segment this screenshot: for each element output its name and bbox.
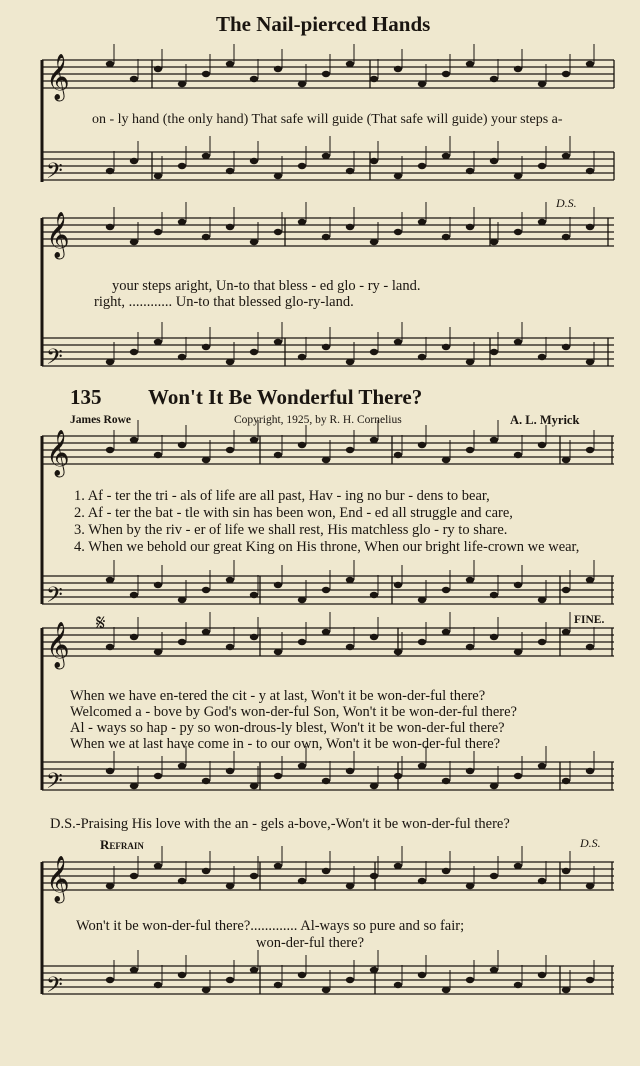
hymn-copyright: Copyright, 1925, by R. H. Cornelius [234, 414, 402, 426]
note-head [370, 592, 378, 598]
note-head [562, 344, 570, 350]
note-head [154, 229, 162, 235]
note-head [418, 878, 426, 884]
note-head [274, 452, 282, 458]
staff [42, 950, 614, 1003]
note-head [274, 173, 282, 179]
note-head [250, 437, 258, 443]
note-head [466, 61, 474, 67]
note-head [394, 982, 402, 988]
note-head [226, 359, 234, 365]
note-head [586, 883, 594, 889]
note-head [226, 768, 234, 774]
note-head [370, 783, 378, 789]
hymn-author: James Rowe [70, 414, 131, 426]
note-head [154, 649, 162, 655]
note-head [466, 447, 474, 453]
note-head [178, 763, 186, 769]
note-head [442, 629, 450, 635]
note-head [106, 977, 114, 983]
note-head [130, 158, 138, 164]
note-head [250, 158, 258, 164]
note-head [394, 173, 402, 179]
staff [42, 44, 614, 102]
staff [42, 560, 614, 613]
note-head [250, 783, 258, 789]
refrain-label: Refrain [100, 837, 144, 852]
note-head [562, 457, 570, 463]
note-head [322, 629, 330, 635]
note-head [418, 972, 426, 978]
note-head [490, 634, 498, 640]
note-head [154, 773, 162, 779]
bass-clef-icon: 𝄢 [46, 345, 63, 375]
note-head [514, 982, 522, 988]
hymn-title: Won't It Be Wonderful There? [148, 385, 423, 409]
treble-clef-icon: 𝄞 [46, 622, 70, 668]
note-head [202, 457, 210, 463]
note-head [322, 587, 330, 593]
note-head [538, 219, 546, 225]
note-head [586, 224, 594, 230]
note-head [106, 883, 114, 889]
note-head [274, 982, 282, 988]
note-head [538, 763, 546, 769]
note-head [442, 778, 450, 784]
note-head [586, 768, 594, 774]
note-head [538, 354, 546, 360]
note-head [322, 153, 330, 159]
note-head [538, 81, 546, 87]
note-head [250, 634, 258, 640]
note-head [298, 163, 306, 169]
note-head [538, 597, 546, 603]
note-head [490, 158, 498, 164]
note-head [442, 457, 450, 463]
bass-clef-icon: 𝄢 [46, 583, 63, 613]
staff [42, 202, 614, 260]
treble-clef-icon: 𝄞 [46, 212, 70, 258]
note-head [490, 873, 498, 879]
note-head [178, 878, 186, 884]
note-head [586, 977, 594, 983]
note-head [442, 587, 450, 593]
note-head [226, 577, 234, 583]
prev-lyrics-line-1: on - ly hand (the only hand) That safe will guide (That safe will guide) your steps a- [92, 112, 563, 127]
note-head [466, 883, 474, 889]
note-head [106, 359, 114, 365]
treble-clef-icon: 𝄞 [46, 856, 70, 902]
note-head [514, 773, 522, 779]
note-head [322, 868, 330, 874]
note-head [274, 863, 282, 869]
note-head [562, 778, 570, 784]
note-head [466, 977, 474, 983]
note-head [130, 873, 138, 879]
note-head [106, 644, 114, 650]
note-head [250, 592, 258, 598]
prev-lyrics-line-2b: right, ............ Un-to that blessed glo-ry-land. [94, 294, 354, 310]
note-head [370, 158, 378, 164]
verse-2-end: Welcomed a - bove by God's won-der-ful Son, Won't it be won-der-ful there? [70, 704, 517, 720]
note-head [514, 66, 522, 72]
note-head [466, 224, 474, 230]
verse-2-start: 2. Af - ter the bat - tle with sin has been won, End - ed all struggle and care, [74, 505, 513, 521]
note-head [202, 778, 210, 784]
note-head [274, 339, 282, 345]
hymn-composer: A. L. Myrick [510, 413, 580, 427]
prev-hymn-title: The Nail-pierced Hands [216, 12, 431, 36]
verse-4-start: 4. When we behold our great King on His throne, When our bright life-crown we wear, [74, 539, 580, 555]
note-head [178, 972, 186, 978]
note-head [562, 234, 570, 240]
note-head [514, 229, 522, 235]
note-head [298, 763, 306, 769]
note-head [466, 768, 474, 774]
note-head [322, 987, 330, 993]
note-head [130, 239, 138, 245]
verse-1-end: When we have en-tered the cit - y at last, Won't it be won-der-ful there? [70, 688, 486, 704]
note-head [346, 644, 354, 650]
note-head [418, 81, 426, 87]
note-head [562, 587, 570, 593]
note-head [298, 219, 306, 225]
note-head [466, 359, 474, 365]
note-head [490, 592, 498, 598]
note-head [106, 447, 114, 453]
note-head [418, 442, 426, 448]
note-head [226, 644, 234, 650]
note-head [346, 61, 354, 67]
verse-1-start: 1. Af - ter the tri - als of life are all past, Hav - ing no bur - dens to bear, [74, 488, 490, 504]
note-head [586, 359, 594, 365]
note-head [154, 66, 162, 72]
note-head [274, 229, 282, 235]
note-head [274, 649, 282, 655]
note-head [394, 582, 402, 588]
note-head [226, 61, 234, 67]
note-head [442, 234, 450, 240]
note-head [178, 163, 186, 169]
note-head [418, 763, 426, 769]
note-head [106, 577, 114, 583]
note-head [514, 582, 522, 588]
note-head [202, 234, 210, 240]
ds-marker-top: D.S. [556, 196, 577, 210]
note-head [250, 873, 258, 879]
note-head [226, 224, 234, 230]
note-head [202, 987, 210, 993]
segno-sign: 𝄋 [96, 610, 106, 635]
note-head [442, 71, 450, 77]
note-head [394, 863, 402, 869]
note-head [586, 168, 594, 174]
note-head [274, 66, 282, 72]
note-head [514, 339, 522, 345]
note-head [514, 173, 522, 179]
note-head [466, 577, 474, 583]
note-head [394, 452, 402, 458]
note-head [130, 967, 138, 973]
staff [42, 322, 614, 375]
note-head [562, 868, 570, 874]
note-head [346, 977, 354, 983]
note-head [322, 344, 330, 350]
note-head [154, 863, 162, 869]
note-head [442, 987, 450, 993]
note-head [442, 344, 450, 350]
note-head [538, 878, 546, 884]
note-head [178, 597, 186, 603]
note-head [202, 629, 210, 635]
note-head [490, 967, 498, 973]
note-head [562, 153, 570, 159]
note-head [202, 71, 210, 77]
note-head [394, 773, 402, 779]
note-head [514, 649, 522, 655]
note-head [154, 982, 162, 988]
note-head [490, 239, 498, 245]
note-head [154, 339, 162, 345]
note-head [250, 239, 258, 245]
note-head [130, 76, 138, 82]
note-head [586, 61, 594, 67]
note-head [346, 768, 354, 774]
staff [42, 846, 614, 904]
note-head [226, 883, 234, 889]
note-head [538, 163, 546, 169]
note-head [370, 873, 378, 879]
note-head [250, 349, 258, 355]
note-head [490, 783, 498, 789]
note-head [538, 972, 546, 978]
note-head [394, 339, 402, 345]
ds-lyric-line: D.S.-Praising His love with the an - gels a-bove,-Won't it be won-der-ful there? [50, 816, 510, 832]
note-head [370, 967, 378, 973]
refrain-lyrics-2: won-der-ful there? [256, 935, 364, 951]
note-head [322, 457, 330, 463]
note-head [370, 437, 378, 443]
note-head [562, 629, 570, 635]
note-head [490, 76, 498, 82]
note-head [442, 153, 450, 159]
note-head [178, 219, 186, 225]
note-head [370, 349, 378, 355]
note-head [298, 354, 306, 360]
note-head [178, 639, 186, 645]
note-head [178, 81, 186, 87]
note-head [538, 639, 546, 645]
note-head [130, 783, 138, 789]
note-head [394, 229, 402, 235]
note-head [106, 61, 114, 67]
note-head [514, 863, 522, 869]
refrain-lyrics-1: Won't it be won-der-ful there?............. Al-ways so pure and so fair; [76, 918, 465, 934]
note-head [298, 878, 306, 884]
staff [42, 746, 614, 799]
note-head [130, 592, 138, 598]
note-head [226, 447, 234, 453]
verse-3-end: Al - ways so hap - py so won-drous-ly blest, Won't it be won-der-ful there? [70, 720, 505, 736]
note-head [322, 778, 330, 784]
note-head [490, 437, 498, 443]
note-head [418, 354, 426, 360]
hymn-number: 135 [70, 385, 102, 409]
note-head [202, 868, 210, 874]
note-head [202, 153, 210, 159]
note-head [106, 768, 114, 774]
note-head [346, 224, 354, 230]
note-head [514, 452, 522, 458]
verse-4-end: When we at last have come in - to our own, Won't it be won-der-ful there? [70, 736, 501, 752]
bass-clef-icon: 𝄢 [46, 769, 63, 799]
staff [42, 420, 614, 478]
note-head [418, 163, 426, 169]
note-head [250, 967, 258, 973]
note-head [106, 168, 114, 174]
note-head [322, 71, 330, 77]
note-head [154, 452, 162, 458]
note-head [394, 649, 402, 655]
note-head [538, 442, 546, 448]
note-head [250, 76, 258, 82]
staff [42, 136, 614, 189]
note-head [202, 344, 210, 350]
note-head [130, 437, 138, 443]
note-head [298, 81, 306, 87]
note-head [202, 587, 210, 593]
note-head [586, 447, 594, 453]
note-head [562, 987, 570, 993]
note-head [418, 219, 426, 225]
note-head [154, 582, 162, 588]
note-head [394, 66, 402, 72]
refrain-ds-marker: D.S. [580, 836, 601, 850]
note-head [442, 868, 450, 874]
note-head [490, 349, 498, 355]
note-head [298, 442, 306, 448]
note-head [274, 773, 282, 779]
note-head [418, 597, 426, 603]
prev-lyrics-line-2a: your steps aright, Un-to that bless - ed glo - ry - land. [112, 278, 421, 294]
note-head [370, 76, 378, 82]
treble-clef-icon: 𝄞 [46, 430, 70, 476]
note-head [346, 883, 354, 889]
note-head [322, 234, 330, 240]
note-head [298, 639, 306, 645]
note-head [130, 349, 138, 355]
note-head [586, 577, 594, 583]
fine-marker: FINE. [574, 614, 605, 626]
note-head [346, 168, 354, 174]
note-head [346, 359, 354, 365]
note-head [370, 634, 378, 640]
note-head [298, 972, 306, 978]
staff [42, 612, 614, 670]
note-head [418, 639, 426, 645]
note-head [178, 442, 186, 448]
bass-clef-icon: 𝄢 [46, 973, 63, 1003]
note-head [466, 168, 474, 174]
note-head [274, 582, 282, 588]
note-head [178, 354, 186, 360]
note-head [130, 634, 138, 640]
note-head [298, 597, 306, 603]
note-head [466, 644, 474, 650]
verse-3-start: 3. When by the riv - er of life we shall rest, His matchless glo - ry to share. [74, 522, 508, 538]
treble-clef-icon: 𝄞 [46, 54, 70, 100]
note-head [226, 168, 234, 174]
note-head [226, 977, 234, 983]
bass-clef-icon: 𝄢 [46, 159, 63, 189]
note-head [346, 577, 354, 583]
note-head [106, 224, 114, 230]
note-head [586, 644, 594, 650]
note-head [346, 447, 354, 453]
note-head [562, 71, 570, 77]
note-head [370, 239, 378, 245]
note-head [154, 173, 162, 179]
